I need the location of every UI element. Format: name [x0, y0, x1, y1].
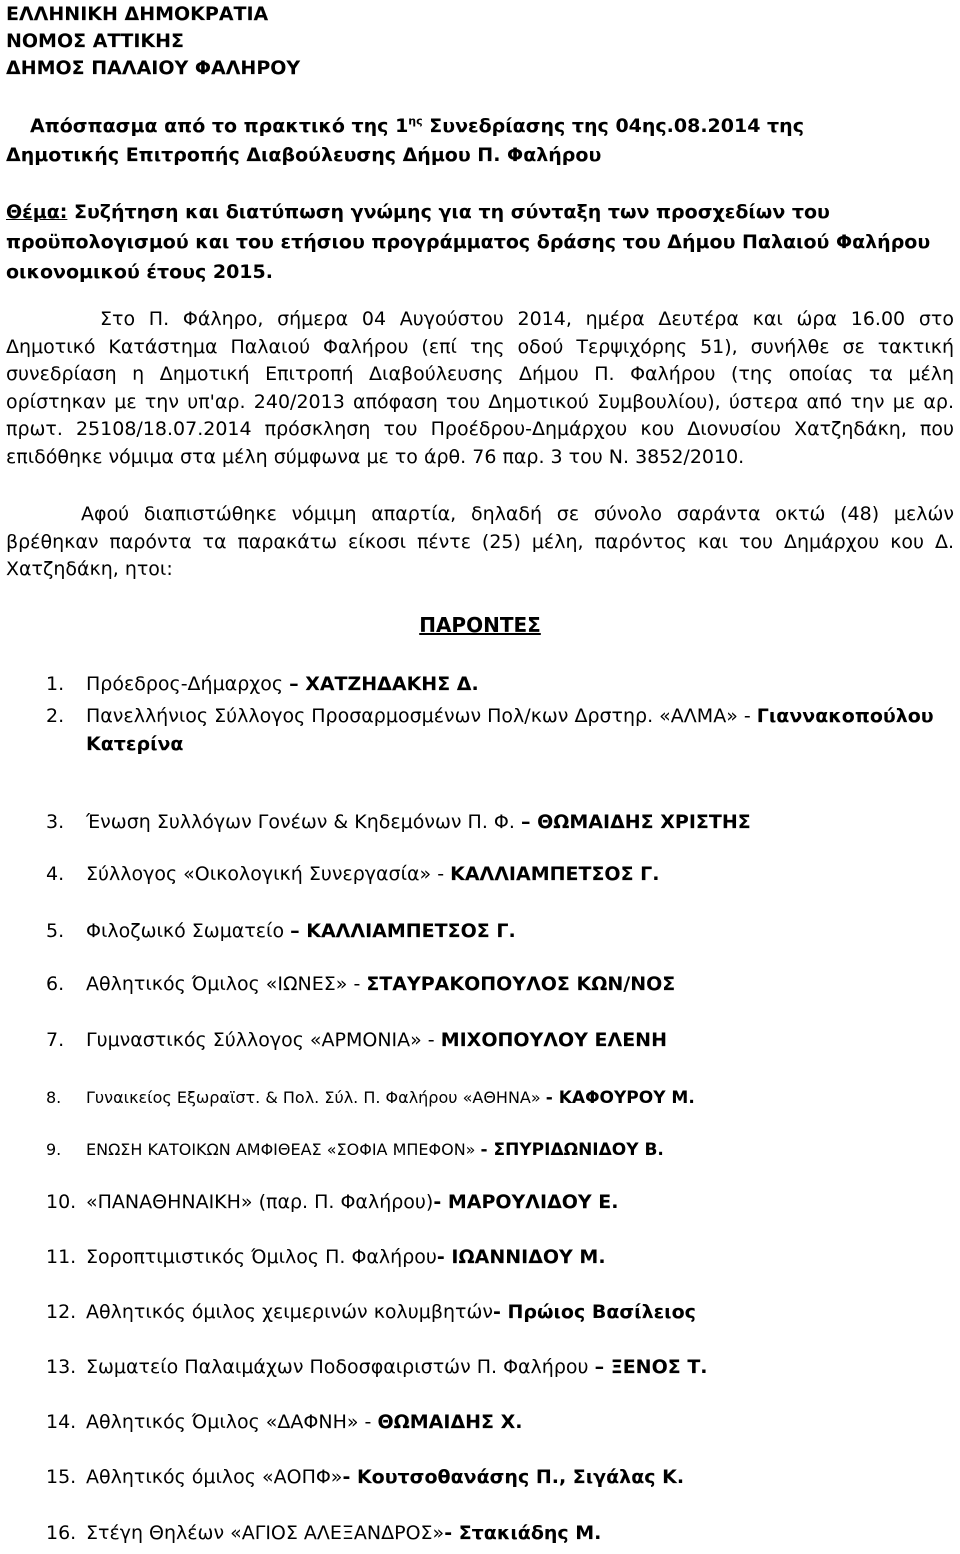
- subject-label: Θέμα:: [6, 201, 68, 223]
- member-organization: Αθλητικός Όμιλος «ΙΩΝΕΣ» -: [86, 973, 367, 995]
- member-separator: -: [342, 1466, 357, 1488]
- member-number: 11.: [46, 1246, 77, 1268]
- member-item: [46, 1084, 956, 1112]
- member-separator: -: [436, 1246, 452, 1268]
- member-number: 2.: [46, 705, 65, 727]
- member-separator: -: [480, 1140, 494, 1160]
- member-number: 8.: [46, 1088, 62, 1107]
- member-entry: [86, 1298, 956, 1326]
- member-name: ΜΑΡΟΥΛΙΔΟΥ Ε.: [447, 1191, 619, 1213]
- member-item: [46, 808, 956, 836]
- member-organization: ΕΝΩΣΗ ΚΑΤΟΙΚΩΝ ΑΜΦΙΘΕΑΣ «ΣΟΦΙΑ ΜΠΕΦΟΝ»: [86, 1140, 481, 1159]
- member-name: ΧΑΤΖΗΔΑΚΗΣ Δ.: [305, 673, 479, 695]
- paragraph-quorum: Αφού διαπιστώθηκε νόμιμη απαρτία, δηλαδή σε σύνολο σαράντα οκτώ (48) μελών βρέθηκαν παρόντα τα παρακάτω είκοσι πέντε (25) μέλη, παρόντος και του Δημάρχου κου Δ. Χατζηδάκη, ητοι:: [6, 503, 954, 580]
- member-number: 7.: [46, 1029, 65, 1051]
- member-entry: [86, 1519, 956, 1547]
- member-number: 16.: [46, 1522, 77, 1544]
- extract-part-2: Συνεδρίασης της 04ης.08.2014 της: [422, 115, 804, 137]
- member-entry: [86, 970, 956, 998]
- member-number: 12.: [46, 1301, 77, 1323]
- member-entry: [86, 917, 956, 945]
- member-name: Στακιάδης Μ.: [458, 1522, 602, 1544]
- member-item: [46, 1136, 956, 1164]
- member-organization: Αθλητικός όμιλος «ΑΟΠΦ»: [86, 1466, 343, 1488]
- member-number: 5.: [46, 920, 65, 942]
- present-title: ΠΑΡΟΝΤΕΣ: [419, 613, 541, 637]
- member-item: [46, 1408, 956, 1436]
- header-municipality: ΔΗΜΟΣ ΠΑΛΑΙΟΥ ΦΑΛΗΡΟΥ: [6, 57, 301, 79]
- subject-text: Συζήτηση και διατύπωση γνώμης για τη σύνταξη των προσχεδίων του προϋπολογισμού και του ετήσιου προγράμματος δράσης του Δήμου Παλαιού Φαλήρου οικονομικού έτους 2015.: [6, 201, 931, 283]
- extract-line-1: [30, 111, 804, 141]
- member-organization: Στέγη Θηλέων «ΑΓΙΟΣ ΑΛΕΞΑΝΔΡΟΣ»: [86, 1522, 445, 1544]
- member-item: [46, 917, 956, 945]
- member-separator: -: [444, 1522, 459, 1544]
- member-entry: [86, 1188, 956, 1216]
- member-item: [46, 670, 956, 698]
- member-entry: [86, 860, 956, 888]
- member-name: ΜΙΧΟΠΟΥΛΟΥ ΕΛΕΝΗ: [440, 1029, 667, 1051]
- member-organization: Πρόεδρος-Δήμαρχος: [86, 673, 290, 695]
- member-organization: Φιλοζωικό Σωματείο: [86, 920, 291, 942]
- member-number: 14.: [46, 1411, 77, 1433]
- member-organization: Γυμναστικός Σύλλογος «ΑΡΜΟΝΙΑ» -: [86, 1029, 441, 1051]
- member-separator: –: [520, 811, 538, 833]
- member-entry: [86, 1084, 956, 1112]
- member-separator: -: [492, 1301, 508, 1323]
- member-number: 3.: [46, 811, 65, 833]
- member-number: 6.: [46, 973, 65, 995]
- member-separator: -: [433, 1191, 448, 1213]
- member-organization: «ΠΑΝΑΘΗΝΑΙΚΗ» (παρ. Π. Φαλήρου): [86, 1191, 434, 1213]
- member-number: 13.: [46, 1356, 77, 1378]
- member-separator: -: [545, 1088, 559, 1108]
- member-organization: Αθλητικός όμιλος χειμερινών κολυμβητών: [86, 1301, 493, 1323]
- member-item: [46, 1026, 956, 1054]
- extract-part-1: Απόσπασμα από το πρακτικό της 1: [30, 115, 409, 137]
- member-number: 10.: [46, 1191, 77, 1213]
- member-number: 4.: [46, 863, 65, 885]
- subject-block: [6, 197, 956, 287]
- member-name: Πρώιος Βασίλειος: [507, 1301, 696, 1323]
- member-organization: Γυναικείος Εξωραϊστ. & Πολ. Σύλ. Π. Φαλήρου «ΑΘΗΝΑ»: [86, 1088, 546, 1107]
- member-name: ΚΑΦΟΥΡΟΥ Μ.: [558, 1088, 695, 1108]
- member-item: [46, 702, 956, 758]
- member-entry: [86, 1463, 956, 1491]
- member-name: Γιαννακοπούλου Κατερίνα: [86, 705, 934, 755]
- member-item: [46, 1298, 956, 1326]
- member-name: ΣΠΥΡΙΔΩΝΙΔΟΥ Β.: [493, 1140, 664, 1160]
- member-number: 15.: [46, 1466, 77, 1488]
- member-organization: Σωματείο Παλαιμάχων Ποδοσφαιριστών Π. Φαλήρου: [86, 1356, 595, 1378]
- member-item: [46, 1353, 956, 1381]
- member-separator: –: [289, 673, 306, 695]
- member-name: ΣΤΑΥΡΑΚΟΠΟΥΛΟΣ ΚΩΝ/ΝΟΣ: [366, 973, 676, 995]
- member-organization: Πανελλήνιος Σύλλογος Προσαρμοσμένων Πολ/κων Δρστηρ. «ΑΛΜΑ» -: [86, 705, 757, 727]
- member-item: [46, 1243, 956, 1271]
- member-separator: –: [594, 1356, 611, 1378]
- member-name: ΙΩΑΝΝΙΔΟΥ Μ.: [451, 1246, 606, 1268]
- member-name: Κουτσοθανάσης Π., Σιγάλας Κ.: [356, 1466, 685, 1488]
- member-number: 9.: [46, 1140, 62, 1159]
- member-organization: Ένωση Συλλόγων Γονέων & Κηδεμόνων Π. Φ.: [86, 811, 521, 833]
- member-item: [46, 1463, 956, 1491]
- member-organization: Σοροπτιμιστικός Όμιλος Π. Φαλήρου: [86, 1246, 437, 1268]
- member-item: [46, 860, 956, 888]
- member-entry: [86, 702, 956, 758]
- member-organization: Αθλητικός Όμιλος «ΔΑΦΝΗ» -: [86, 1411, 378, 1433]
- member-name: ΘΩΜΑΙΔΗΣ ΧΡΙΣΤΗΣ: [537, 811, 751, 833]
- member-separator: –: [290, 920, 307, 942]
- member-item: [46, 1188, 956, 1216]
- member-name: ΘΩΜΑΙΔΗΣ Χ.: [377, 1411, 523, 1433]
- header-country: ΕΛΛΗΝΙΚΗ ΔΗΜΟΚΡΑΤΙΑ: [6, 3, 269, 25]
- member-entry: [86, 1243, 956, 1271]
- member-name: ΚΑΛΛΙΑΜΠΕΤΣΟΣ Γ.: [450, 863, 660, 885]
- member-item: [46, 970, 956, 998]
- member-item: [46, 1519, 956, 1547]
- extract-line-2: Δημοτικής Επιτροπής Διαβούλευσης Δήμου Π. Φαλήρου: [6, 144, 602, 166]
- member-entry: [86, 1408, 956, 1436]
- member-organization: Σύλλογος «Οικολογική Συνεργασία» -: [86, 863, 451, 885]
- member-entry: [86, 1026, 956, 1054]
- header-prefecture: ΝΟΜΟΣ ΑΤΤΙΚΗΣ: [6, 30, 185, 52]
- member-number: 1.: [46, 673, 65, 695]
- member-entry: [86, 670, 956, 698]
- paragraph-meeting: Στο Π. Φάληρο, σήμερα 04 Αυγούστου 2014, ημέρα Δευτέρα και ώρα 16.00 στο Δημοτικό Κατάστημα Παλαιού Φαλήρου (επί της οδού Τερψιχόρης 51), συνήλθε σε τακτική συνεδρίαση η Δημοτική Επιτροπή Διαβούλευσης Δήμου Π. Φαλήρου (της οποίας τα μέλη ορίστηκαν με την υπ'αρ. 240/2013 απόφαση του Δημοτικού Συμβουλίου), ύστερα από την με αρ. πρωτ. 25108/18.07.2014 πρόσκληση του Προέδρου-Δημάρχου κου Διονυσίου Χατζηδάκη, που επιδόθηκε νόμιμα στα μέλη σύμφωνα με το άρθ. 76 παρ. 3 του Ν. 3852/2010.: [6, 308, 954, 468]
- member-entry: [86, 1136, 956, 1164]
- member-name: ΚΑΛΛΙΑΜΠΕΤΣΟΣ Γ.: [306, 920, 516, 942]
- member-name: ΞΕΝΟΣ Τ.: [610, 1356, 708, 1378]
- member-entry: [86, 808, 956, 836]
- extract-superscript: ης: [408, 114, 423, 128]
- member-entry: [86, 1353, 956, 1381]
